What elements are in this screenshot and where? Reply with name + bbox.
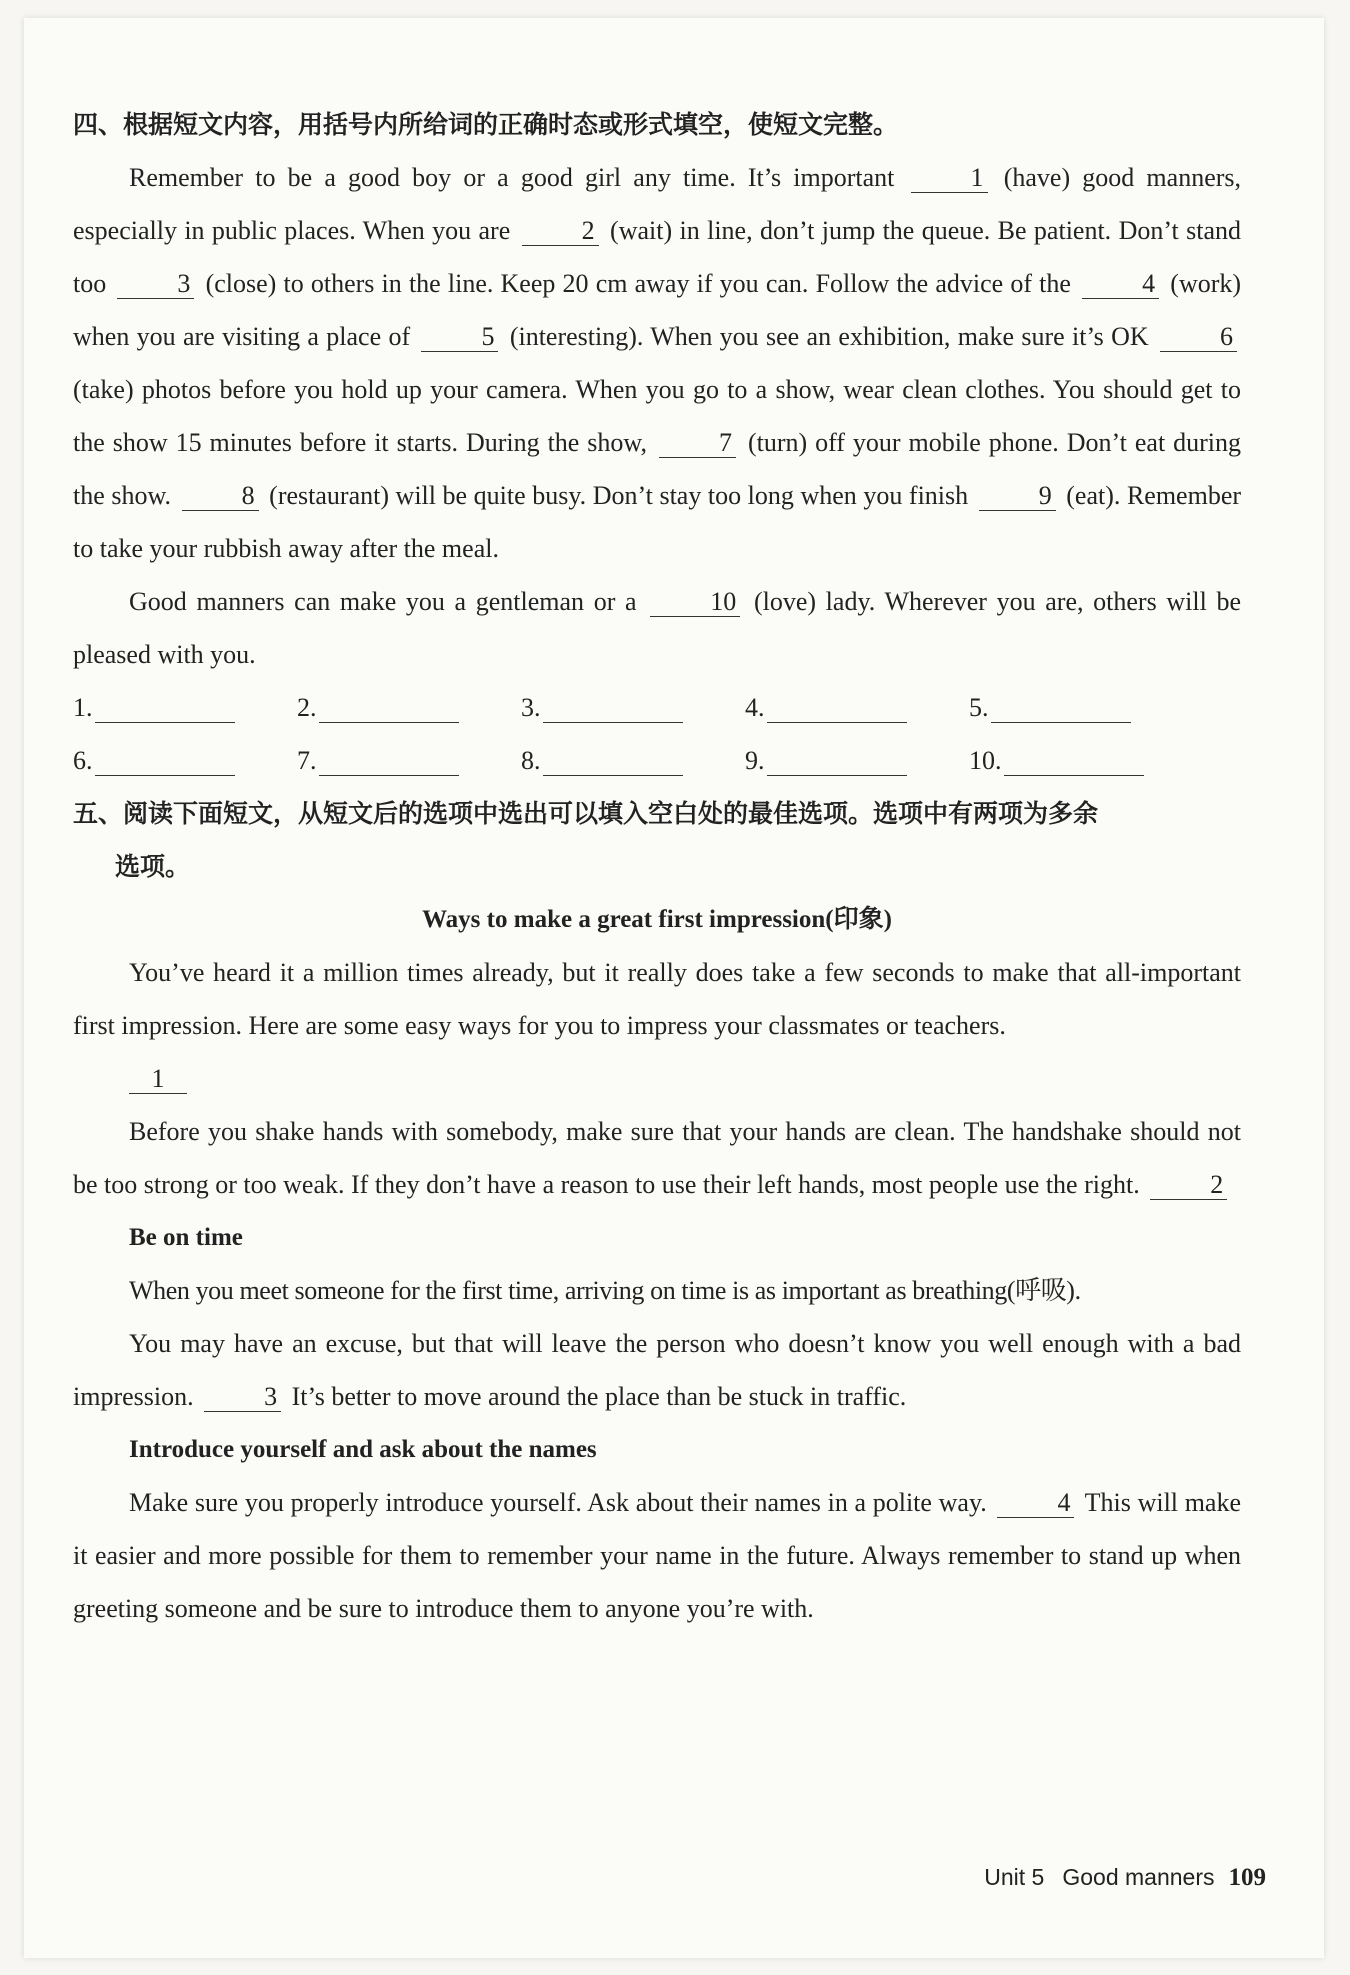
blank-10: 10 xyxy=(650,588,740,617)
on-time-paragraph-2 xyxy=(73,1317,1241,1423)
answer-row-1 xyxy=(73,681,1241,734)
page-footer xyxy=(984,1864,1266,1892)
answer-slot-4[interactable] xyxy=(745,693,969,723)
passage-text: Make sure you properly introduce yourself. Ask about their names in a polite way. xyxy=(129,1488,987,1517)
answer-slot-10[interactable] xyxy=(969,746,1193,776)
passage-text: (take) photos before you hold up your camera. When you go to a show, wear clean clothes. You should get to the show 15 minutes before it starts. During the show, xyxy=(73,375,1241,457)
passage-text: It’s better to move around the place than be stuck in traffic. xyxy=(291,1382,907,1411)
passage-title: Ways to make a great first impression(印象) xyxy=(422,906,892,933)
blank-7: 7 xyxy=(659,429,736,458)
passage-text: Before you shake hands with somebody, make sure that your hands are clean. The handshake should not be too strong or too weak. If they don’t have a reason to use their left hands, most people use the right. xyxy=(73,1117,1241,1199)
answer-slot-2[interactable] xyxy=(297,693,521,723)
answer-number: 5. xyxy=(969,692,989,722)
blank-1: 1 xyxy=(911,164,988,193)
blank-9: 9 xyxy=(979,482,1056,511)
heading-line: 选项。 xyxy=(115,852,191,881)
answer-slot-1[interactable] xyxy=(73,693,297,723)
section-4-heading: 四、根据短文内容，用括号内所给词的正确时态或形式填空，使短文完整。 xyxy=(73,110,899,139)
passage-text: (close) to others in the line. Keep 20 cm away if you can. Follow the advice of the xyxy=(205,269,1071,298)
answer-slot-5[interactable] xyxy=(969,693,1193,723)
section-5-heading xyxy=(73,787,1241,893)
handshake-paragraph xyxy=(73,1105,1241,1211)
passage-text: (restaurant) will be quite busy. Don’t stay too long when you finish xyxy=(269,481,969,510)
answer-line[interactable] xyxy=(543,700,683,723)
footer-unit: Unit 5 xyxy=(984,1864,1045,1890)
blank-5: 5 xyxy=(421,323,498,352)
passage-text: (have) good manners, especially in public places. When you are xyxy=(73,163,1242,245)
passage-text: (work) when you are visiting a place of xyxy=(73,269,1242,351)
passage-text: (eat). Remember to take your rubbish away after the meal. xyxy=(73,481,1242,563)
introduce-paragraph xyxy=(73,1476,1241,1635)
section-4-passage-paragraph-1 xyxy=(73,151,1241,575)
page-number: 109 xyxy=(1228,1864,1266,1891)
answer-number: 3. xyxy=(521,692,541,722)
blank-1-line xyxy=(73,1052,1241,1105)
answer-slot-6[interactable] xyxy=(73,746,297,776)
answer-line[interactable] xyxy=(1004,753,1144,776)
blank-4: 4 xyxy=(1082,270,1159,299)
passage-text: You may have an excuse, but that will leave the person who doesn’t know you well enough with a bad impression. xyxy=(73,1329,1241,1411)
answer-number: 6. xyxy=(73,745,93,775)
answer-line[interactable] xyxy=(95,753,235,776)
heading-line: 五、阅读下面短文，从短文后的选项中选出可以填入空白处的最佳选项。选项中有两项为多余 xyxy=(73,799,1099,828)
answer-line[interactable] xyxy=(95,700,235,723)
passage-text: (wait) in line, don’t jump the queue. Be patient. Don’t stand too xyxy=(73,216,1242,298)
intro-paragraph: You’ve heard it a million times already, but it really does take a few seconds to make that all-important first impression. Here are some easy ways for you to impress your classmates or teachers. xyxy=(73,958,1241,1040)
blank-6: 6 xyxy=(1160,323,1237,352)
passage-blank-1: 1 xyxy=(129,1065,187,1094)
blank-3: 3 xyxy=(117,270,194,299)
answer-slot-7[interactable] xyxy=(297,746,521,776)
passage-text: This will make it easier and more possible for them to remember your name in the future. Always remember to stand up when greeting someone and be sure to introduce them to anyone you’re with. xyxy=(73,1488,1241,1623)
answer-slot-3[interactable] xyxy=(521,693,745,723)
passage-text: (interesting). When you see an exhibition, make sure it’s OK xyxy=(509,322,1149,351)
passage-text: Remember to be a good boy or a good girl any time. It’s important xyxy=(129,163,895,192)
subheading-introduce-yourself: Introduce yourself and ask about the names xyxy=(129,1436,597,1463)
passage-text: Good manners can make you a gentleman or a xyxy=(129,587,637,616)
answer-line[interactable] xyxy=(319,753,459,776)
passage-blank-2: 2 xyxy=(1150,1171,1227,1200)
answer-line[interactable] xyxy=(543,753,683,776)
blank-8: 8 xyxy=(182,482,259,511)
answer-number: 9. xyxy=(745,745,765,775)
answer-line[interactable] xyxy=(319,700,459,723)
answer-number: 2. xyxy=(297,692,317,722)
blank-2: 2 xyxy=(522,217,599,246)
passage-blank-4: 4 xyxy=(997,1489,1074,1518)
page-content xyxy=(73,98,1241,1635)
passage-text: (love) lady. Wherever you are, others will be pleased with you. xyxy=(73,587,1242,669)
answer-number: 7. xyxy=(297,745,317,775)
passage-text: (turn) off your mobile phone. Don’t eat during the show. xyxy=(73,428,1242,510)
answer-line[interactable] xyxy=(767,700,907,723)
answer-number: 1. xyxy=(73,692,93,722)
section-4-passage-paragraph-2 xyxy=(73,575,1241,681)
answer-slot-8[interactable] xyxy=(521,746,745,776)
answer-number: 8. xyxy=(521,745,541,775)
answer-slot-9[interactable] xyxy=(745,746,969,776)
answer-row-2 xyxy=(73,734,1241,787)
answer-line[interactable] xyxy=(991,700,1131,723)
answer-number: 4. xyxy=(745,692,765,722)
on-time-paragraph-1: When you meet someone for the first time, arriving on time is as important as breathing(呼吸). xyxy=(129,1276,1081,1305)
answer-number: 10. xyxy=(969,745,1002,775)
subheading-be-on-time: Be on time xyxy=(129,1224,243,1251)
passage-blank-3: 3 xyxy=(204,1383,281,1412)
answer-line[interactable] xyxy=(767,753,907,776)
footer-topic: Good manners xyxy=(1062,1864,1215,1890)
